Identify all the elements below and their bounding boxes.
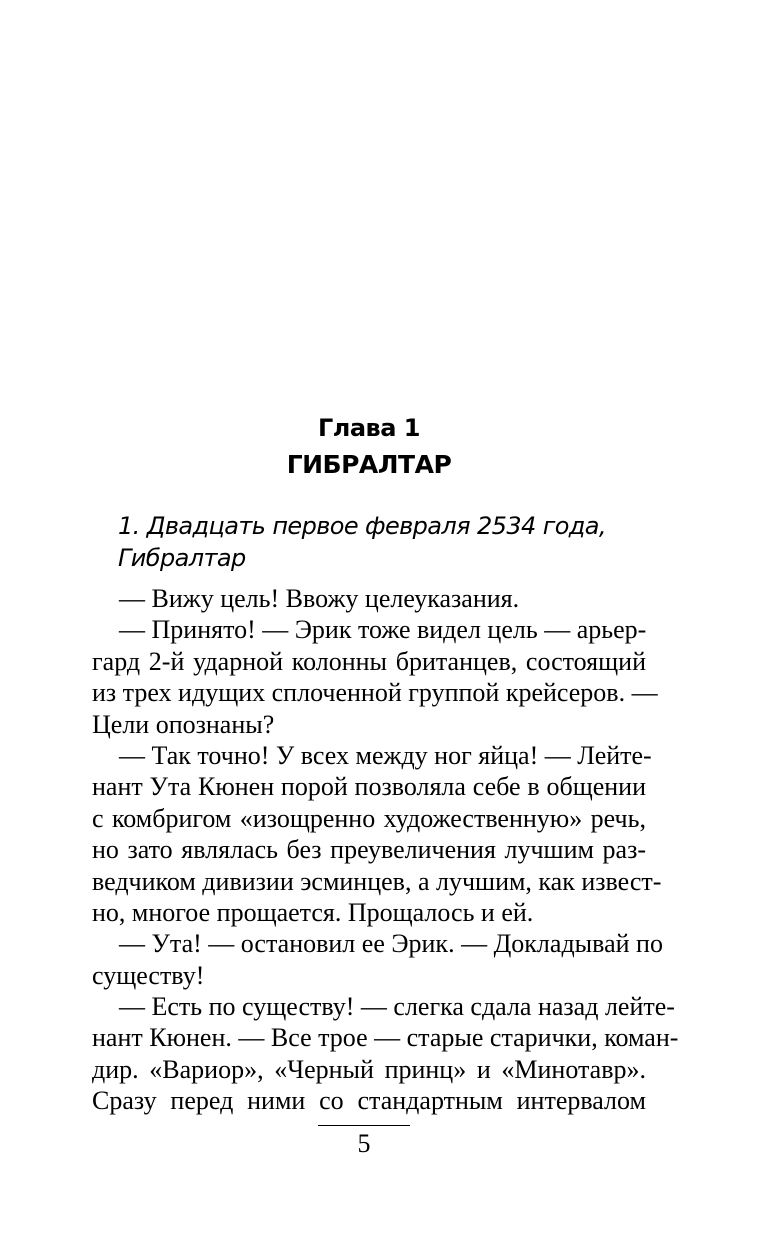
- page-number: 5: [357, 1129, 371, 1158]
- text-line: — Так точно! У всех между ног яйца! — Лейте-: [119, 740, 652, 770]
- text-line: из трех идущих сплоченной группой крейсеров. —: [92, 678, 658, 708]
- body-text: [92, 583, 679, 1117]
- text-line: — Принято! — Эрик тоже видел цель — арьер-: [119, 615, 647, 645]
- text-line: ведчиком дивизии эсминцев, а лучшим, как извест-: [92, 866, 662, 896]
- text-line: с комбригом «изощренно художественную» речь,: [92, 803, 646, 833]
- text-line: нант Кюнен. — Все трое — старые старички, коман-: [92, 1023, 679, 1053]
- text-line: нант Ута Кюнен порой позволяла себе в общении: [92, 772, 646, 802]
- footer-rule: [318, 1125, 410, 1126]
- text-line: — Вижу цель! Ввожу целеуказания.: [119, 584, 520, 613]
- text-line: — Есть по существу! — слегка сдала назад лейте-: [119, 992, 675, 1022]
- text-line: — Ута! — остановил ее Эрик. — Докладывай по: [119, 929, 663, 959]
- text-line: гард 2-й ударной колонны британцев, состоящий: [92, 646, 646, 676]
- chapter-number: Глава 1: [317, 414, 420, 442]
- text-line: Цели опознаны?: [92, 709, 275, 739]
- text-line: дир. «Вариор», «Черный принц» и «Минотавр».: [92, 1054, 646, 1084]
- section-heading-line: 1. Двадцать первое февраля 2534 года,: [118, 512, 606, 540]
- text-line: Сразу перед ними со стандартным интервалом: [92, 1086, 646, 1116]
- text-line: но зато являлась без преувеличения лучшим раз-: [92, 835, 646, 865]
- text-line: существу!: [92, 960, 205, 990]
- section-heading-line: Гибралтар: [118, 544, 246, 572]
- section-heading: [118, 510, 658, 574]
- text-line: но, многое прощается. Прощалось и ей.: [92, 897, 534, 927]
- chapter-title: ГИБРАЛТАР: [286, 450, 452, 479]
